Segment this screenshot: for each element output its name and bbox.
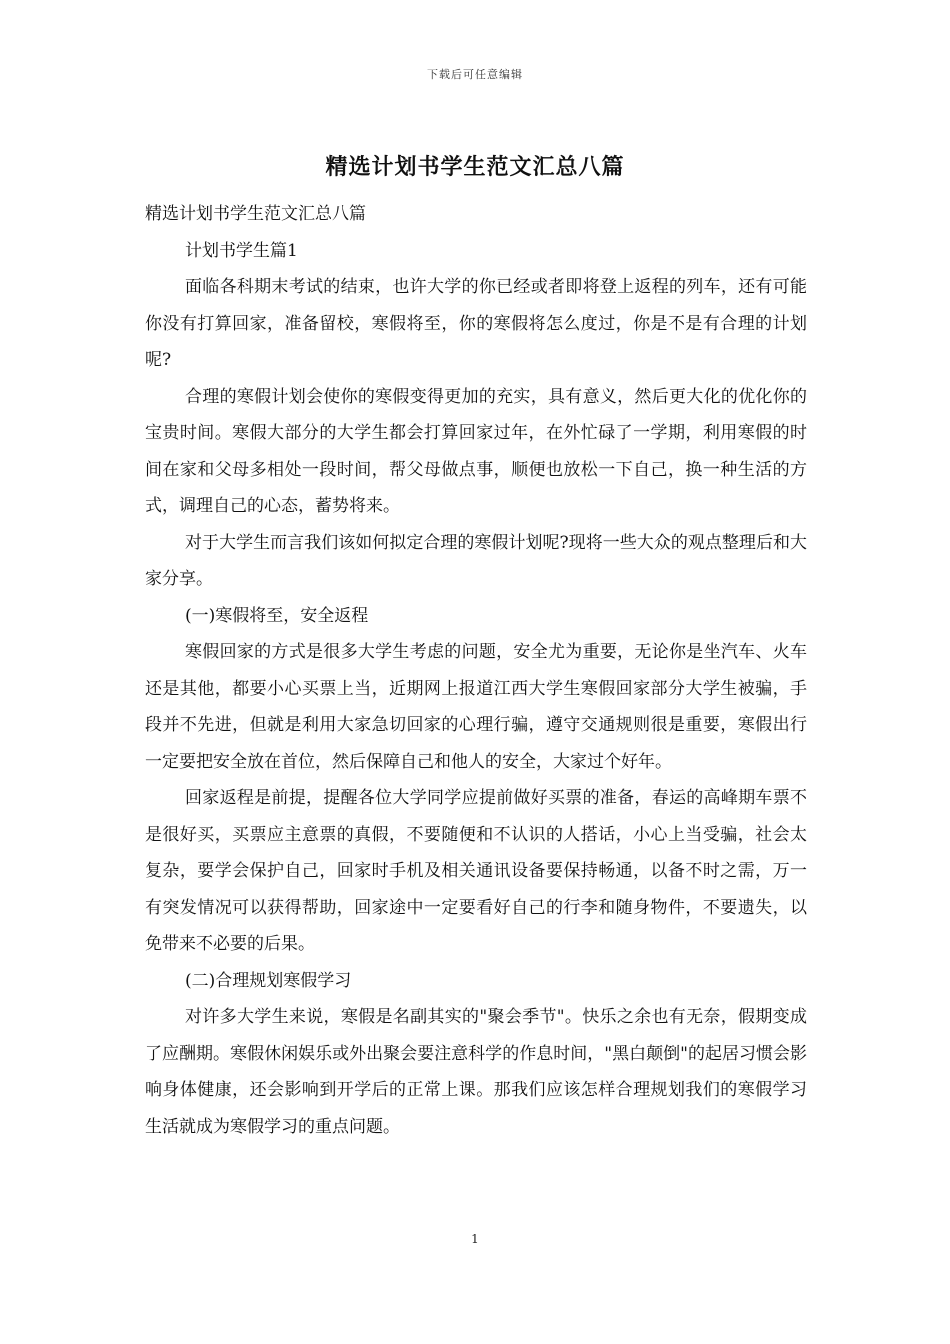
paragraph: 对于大学生而言我们该如何拟定合理的寒假计划呢?现将一些大众的观点整理后和大家分享。 [145, 532, 807, 589]
document-body [145, 196, 807, 1145]
paragraph: 回家返程是前提，提醒各位大学同学应提前做好买票的准备，春运的高峰期车票不是很好买，买票应主意票的真假，不要随便和不认识的人搭话，小心上当受骗，社会太复杂，要学会保护自己，回家时手机及相关通讯设备要保持畅通，以备不时之需，万一有突发情况可以获得帮助，回家途中一定要看好自己的行李和随身物件，不要遗失，以免带来不必要的后果。 [145, 788, 807, 954]
paragraph: (一)寒假将至，安全返程 [185, 605, 369, 626]
paragraph: (二)合理规划寒假学习 [185, 970, 352, 991]
paragraph: 计划书学生篇1 [185, 240, 298, 261]
document-title: 精选计划书学生范文汇总八篇 [325, 154, 625, 180]
paragraph: 合理的寒假计划会使你的寒假变得更加的充实，具有意义，然后更大化的优化你的宝贵时间。寒假大部分的大学生都会打算回家过年，在外忙碌了一学期，利用寒假的时间在家和父母多相处一段时间，帮父母做点事，顺便也放松一下自己，换一种生活的方式，调理自己的心态，蓄势将来。 [145, 386, 807, 516]
header-note: 下载后可任意编辑 [427, 68, 523, 81]
page-number: 1 [471, 1232, 479, 1246]
paragraph: 对许多大学生来说，寒假是名副其实的"聚会季节"。快乐之余也有无奈，假期变成了应酬期。寒假休闲娱乐或外出聚会要注意科学的作息时间，"黑白颠倒"的起居习惯会影响身体健康，还会影响到开学后的正常上课。那我们应该怎样合理规划我们的寒假学习生活就成为寒假学习的重点问题。 [145, 1007, 807, 1137]
paragraph: 面临各科期末考试的结束，也许大学的你已经或者即将登上返程的列车，还有可能你没有打算回家，准备留校，寒假将至，你的寒假将怎么度过，你是不是有合理的计划呢? [145, 277, 807, 370]
paragraph: 精选计划书学生范文汇总八篇 [145, 204, 366, 224]
paragraph: 寒假回家的方式是很多大学生考虑的问题，安全尤为重要，无论你是坐汽车、火车还是其他，都要小心买票上当，近期网上报道江西大学生寒假回家部分大学生被骗，手段并不先进，但就是利用大家急切回家的心理行骗，遵守交通规则很是重要，寒假出行一定要把安全放在首位，然后保障自己和他人的安全，大家过个好年。 [145, 642, 807, 772]
